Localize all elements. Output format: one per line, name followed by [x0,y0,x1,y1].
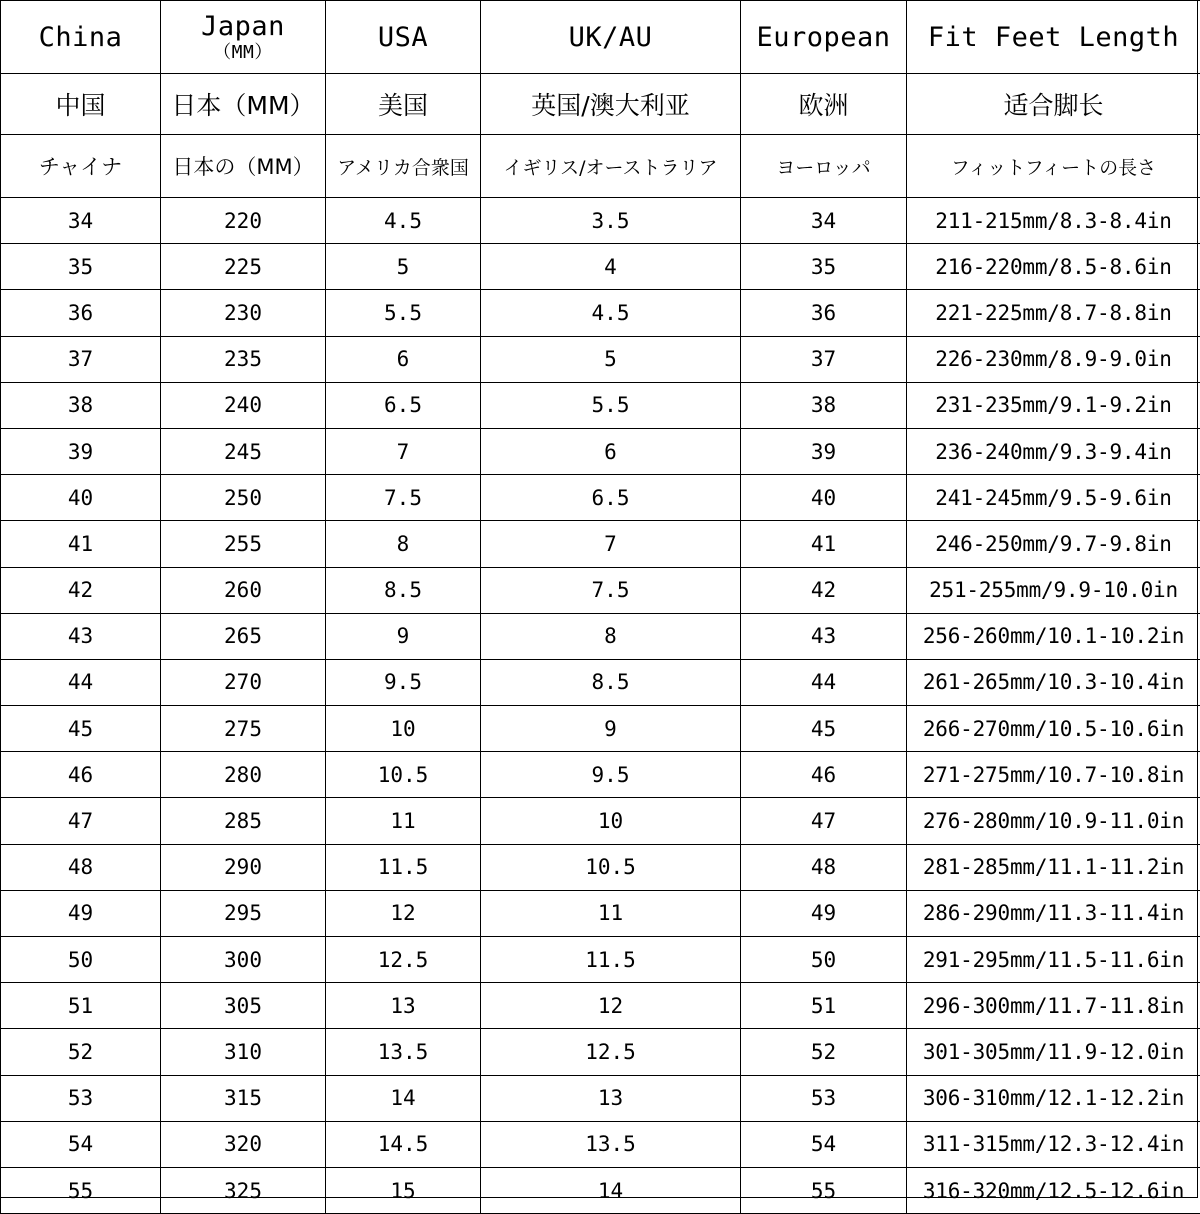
cell-china: 53 [1,1075,161,1121]
cell-japan: 310 [161,1029,326,1075]
cell-japan: 285 [161,798,326,844]
table-row [1,1167,1200,1213]
cell-japan: 255 [161,521,326,567]
cell-usa: 4.5 [326,198,481,244]
cell-china: 49 [1,890,161,936]
table-row [1,198,1200,244]
header-european-zh: 欧洲 [741,74,907,135]
cell-japan: 295 [161,890,326,936]
cell-fit: 241-245mm/9.5-9.6in [907,475,1200,521]
table-row [1,890,1200,936]
cell-european: 38 [741,382,907,428]
cell-china: 52 [1,1029,161,1075]
cell-ukau: 13.5 [481,1121,741,1167]
cell-ukau: 10 [481,798,741,844]
table-row [1,521,1200,567]
cell-china: 51 [1,983,161,1029]
cell-ukau: 9.5 [481,752,741,798]
cell-fit: 301-305mm/11.9-12.0in [907,1029,1200,1075]
cell-european: 53 [741,1075,907,1121]
cell-china: 40 [1,475,161,521]
cell-fit: 286-290mm/11.3-11.4in [907,890,1200,936]
cell-european: 47 [741,798,907,844]
cell-european: 46 [741,752,907,798]
header-row-chinese [1,74,1200,135]
cell-china: 46 [1,752,161,798]
cell-china: 50 [1,937,161,983]
cell-european: 45 [741,706,907,752]
cell-china: 35 [1,244,161,290]
table-row [1,613,1200,659]
table-row [1,937,1200,983]
cell-european: 55 [741,1167,907,1213]
header-usa-ja: アメリカ合衆国 [326,135,481,198]
cell-japan: 250 [161,475,326,521]
table-body [1,198,1200,1214]
cell-japan: 275 [161,706,326,752]
cell-japan: 280 [161,752,326,798]
table-row [1,382,1200,428]
header-china-zh: 中国 [1,74,161,135]
cell-usa: 9 [326,613,481,659]
table-row [1,706,1200,752]
cell-fit: 231-235mm/9.1-9.2in [907,382,1200,428]
cell-japan: 265 [161,613,326,659]
cell-china: 54 [1,1121,161,1167]
cell-european: 37 [741,336,907,382]
cell-european: 39 [741,428,907,474]
cell-japan: 220 [161,198,326,244]
cell-usa: 12 [326,890,481,936]
cell-fit: 256-260mm/10.1-10.2in [907,613,1200,659]
cell-fit: 266-270mm/10.5-10.6in [907,706,1200,752]
cell-china: 39 [1,428,161,474]
cell-china: 37 [1,336,161,382]
cell-ukau: 3.5 [481,198,741,244]
header-japan-ja: 日本の（MM） [161,135,326,198]
cell-fit: 276-280mm/10.9-11.0in [907,798,1200,844]
cell-fit: 221-225mm/8.7-8.8in [907,290,1200,336]
cell-china: 48 [1,844,161,890]
cell-fit: 226-230mm/8.9-9.0in [907,336,1200,382]
cell-european: 41 [741,521,907,567]
cell-european: 44 [741,659,907,705]
header-china-en: China [1,1,161,74]
header-japan-en-unit: （MM） [161,43,325,63]
table-header [1,1,1200,198]
cell-japan: 325 [161,1167,326,1213]
cell-ukau: 6 [481,428,741,474]
cell-european: 50 [741,937,907,983]
cell-usa: 7.5 [326,475,481,521]
header-usa-en: USA [326,1,481,74]
cell-fit: 271-275mm/10.7-10.8in [907,752,1200,798]
table-row [1,1121,1200,1167]
cell-china: 47 [1,798,161,844]
cell-fit: 246-250mm/9.7-9.8in [907,521,1200,567]
cell-usa: 6.5 [326,382,481,428]
header-row-japanese [1,135,1200,198]
header-fit-en: Fit Feet Length [907,1,1200,74]
table-row [1,844,1200,890]
cell-china: 34 [1,198,161,244]
cell-fit: 211-215mm/8.3-8.4in [907,198,1200,244]
cell-china: 43 [1,613,161,659]
cell-ukau: 9 [481,706,741,752]
cell-china: 36 [1,290,161,336]
cell-ukau: 7 [481,521,741,567]
cell-usa: 12.5 [326,937,481,983]
cell-usa: 8.5 [326,567,481,613]
cell-japan: 225 [161,244,326,290]
cell-european: 40 [741,475,907,521]
cell-european: 43 [741,613,907,659]
header-japan-zh: 日本（MM） [161,74,326,135]
cell-usa: 13 [326,983,481,1029]
cell-usa: 11.5 [326,844,481,890]
cell-european: 48 [741,844,907,890]
cell-european: 51 [741,983,907,1029]
cell-china: 38 [1,382,161,428]
cell-fit: 236-240mm/9.3-9.4in [907,428,1200,474]
cell-ukau: 13 [481,1075,741,1121]
cell-fit: 316-320mm/12.5-12.6in [907,1167,1200,1213]
header-japan-en [161,1,326,74]
cell-fit: 281-285mm/11.1-11.2in [907,844,1200,890]
cell-ukau: 11.5 [481,937,741,983]
cell-ukau: 14 [481,1167,741,1213]
cell-ukau: 8.5 [481,659,741,705]
table-row [1,659,1200,705]
header-china-ja: チャイナ [1,135,161,198]
cell-fit: 311-315mm/12.3-12.4in [907,1121,1200,1167]
table-row [1,752,1200,798]
cell-china: 42 [1,567,161,613]
cell-ukau: 6.5 [481,475,741,521]
cell-usa: 14.5 [326,1121,481,1167]
cell-ukau: 12.5 [481,1029,741,1075]
cell-japan: 235 [161,336,326,382]
header-fit-ja: フィットフィートの長さ [907,135,1200,198]
header-european-en: European [741,1,907,74]
cell-ukau: 12 [481,983,741,1029]
table-row [1,428,1200,474]
cell-japan: 320 [161,1121,326,1167]
header-row-english [1,1,1200,74]
cell-fit: 261-265mm/10.3-10.4in [907,659,1200,705]
cell-ukau: 4.5 [481,290,741,336]
cell-european: 49 [741,890,907,936]
header-fit-zh: 适合脚长 [907,74,1200,135]
table-row [1,1029,1200,1075]
cell-ukau: 4 [481,244,741,290]
cell-usa: 11 [326,798,481,844]
header-ukau-ja: イギリス/オーストラリア [481,135,741,198]
table-row [1,475,1200,521]
cell-japan: 260 [161,567,326,613]
cell-ukau: 10.5 [481,844,741,890]
cell-ukau: 8 [481,613,741,659]
cell-japan: 240 [161,382,326,428]
cell-japan: 270 [161,659,326,705]
cell-ukau: 5.5 [481,382,741,428]
table-row [1,567,1200,613]
cell-fit: 306-310mm/12.1-12.2in [907,1075,1200,1121]
cell-japan: 245 [161,428,326,474]
cell-japan: 305 [161,983,326,1029]
cell-fit: 291-295mm/11.5-11.6in [907,937,1200,983]
cell-usa: 6 [326,336,481,382]
table-row [1,983,1200,1029]
cell-usa: 10 [326,706,481,752]
cell-usa: 5 [326,244,481,290]
cell-european: 54 [741,1121,907,1167]
cell-ukau: 7.5 [481,567,741,613]
cell-usa: 9.5 [326,659,481,705]
cell-ukau: 11 [481,890,741,936]
table-row [1,290,1200,336]
cell-usa: 5.5 [326,290,481,336]
table-row [1,1075,1200,1121]
table-row [1,336,1200,382]
cell-fit: 296-300mm/11.7-11.8in [907,983,1200,1029]
cell-usa: 14 [326,1075,481,1121]
cell-japan: 300 [161,937,326,983]
cell-usa: 15 [326,1167,481,1213]
cell-china: 41 [1,521,161,567]
table-row [1,244,1200,290]
header-ukau-en: UK/AU [481,1,741,74]
cell-usa: 13.5 [326,1029,481,1075]
cell-japan: 230 [161,290,326,336]
cell-european: 35 [741,244,907,290]
cell-ukau: 5 [481,336,741,382]
cell-fit: 251-255mm/9.9-10.0in [907,567,1200,613]
cell-usa: 7 [326,428,481,474]
cell-usa: 10.5 [326,752,481,798]
header-usa-zh: 美国 [326,74,481,135]
cell-european: 34 [741,198,907,244]
header-ukau-zh: 英国/澳大利亚 [481,74,741,135]
header-japan-en-label: Japan [201,11,285,42]
table-row [1,798,1200,844]
cell-european: 42 [741,567,907,613]
cell-japan: 315 [161,1075,326,1121]
cell-european: 52 [741,1029,907,1075]
cell-european: 36 [741,290,907,336]
header-european-ja: ヨーロッパ [741,135,907,198]
cell-china: 44 [1,659,161,705]
cell-japan: 290 [161,844,326,890]
cell-usa: 8 [326,521,481,567]
cell-china: 45 [1,706,161,752]
cell-fit: 216-220mm/8.5-8.6in [907,244,1200,290]
cell-china: 55 [1,1167,161,1213]
